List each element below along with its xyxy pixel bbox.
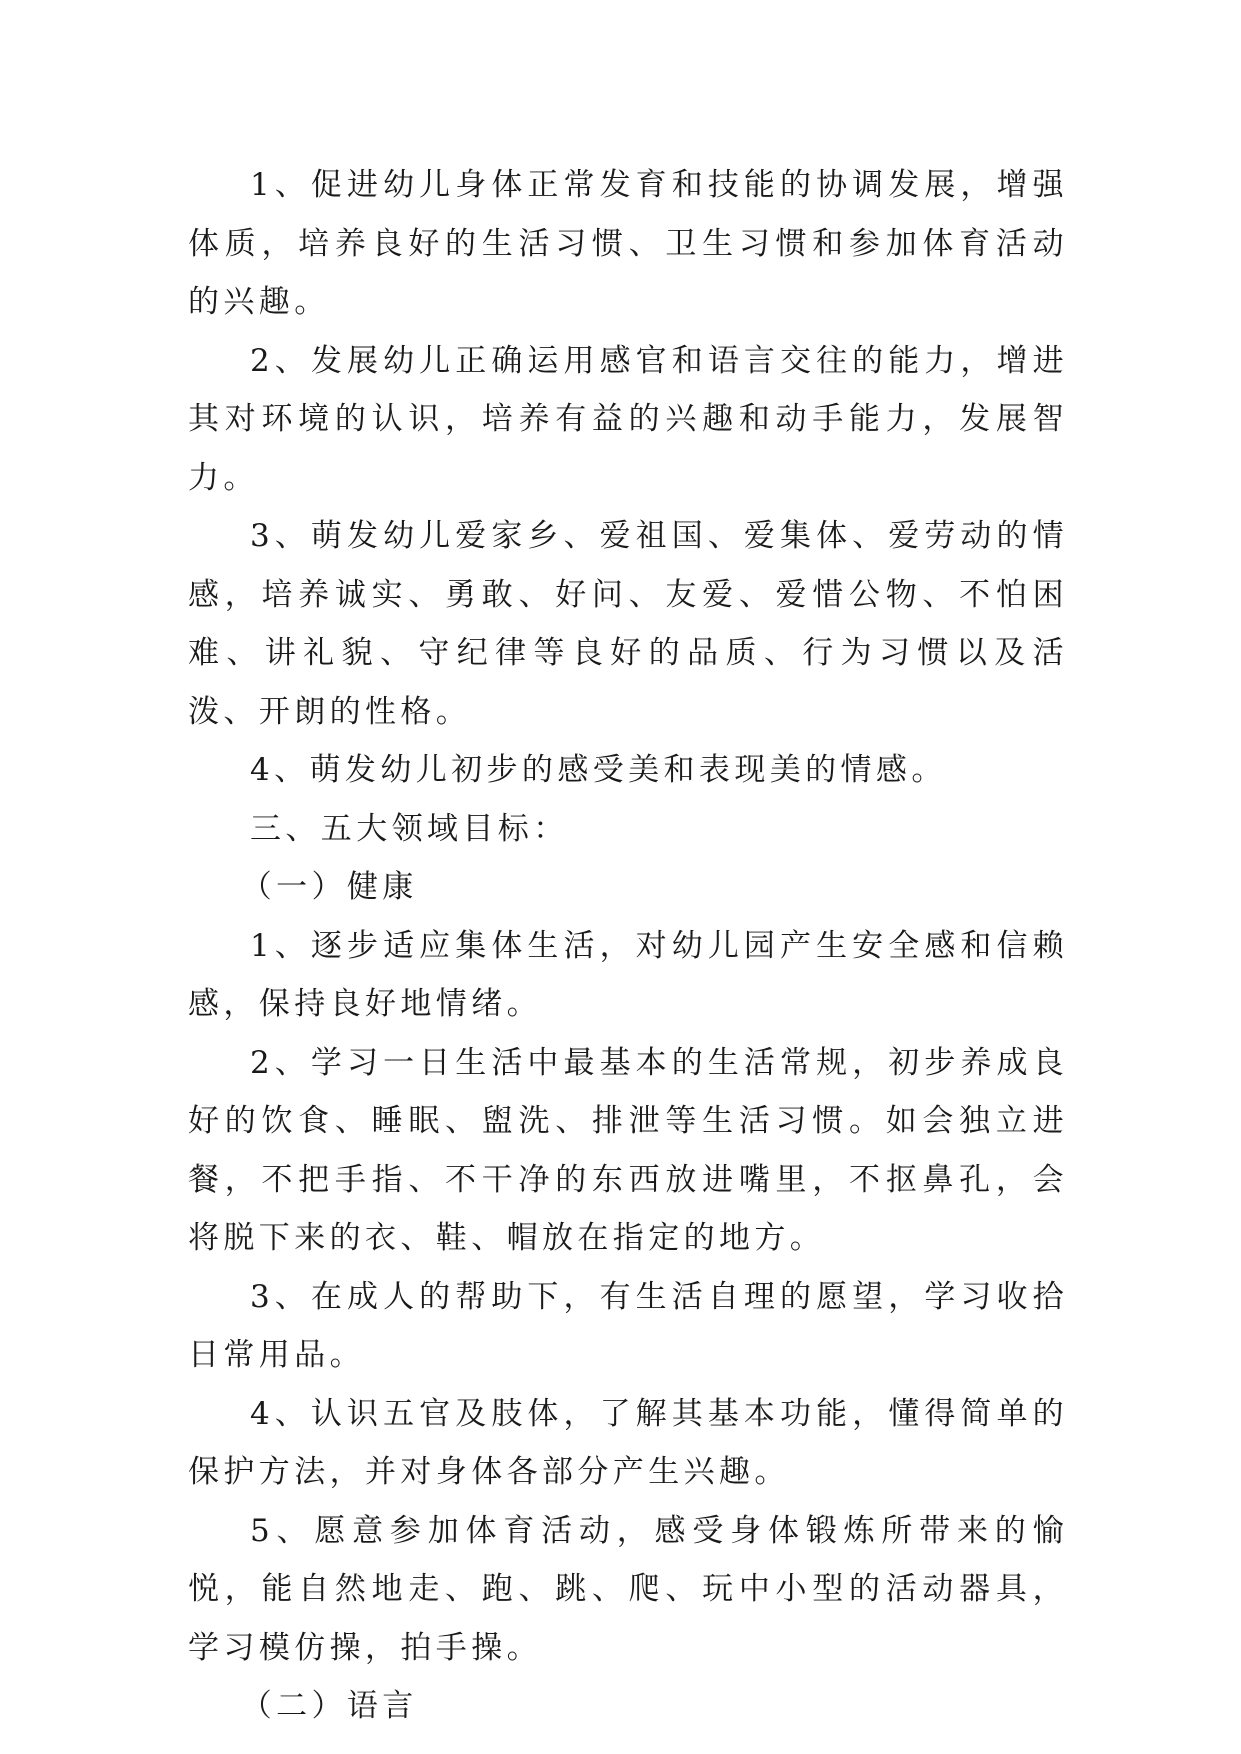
paragraph-health-2: 2、学习一日生活中最基本的生活常规，初步养成良好的饮食、睡眠、盥洗、排泄等生活习惯。如会独立进餐，不把手指、不干净的东西放进嘴里，不抠鼻孔，会将脱下来的衣、鞋、帽放在指定的地方。 bbox=[188, 1044, 1068, 1256]
paragraph-health-4: 4、认识五官及肢体，了解其基本功能，懂得简单的保护方法，并对身体各部分产生兴趣。 bbox=[188, 1395, 1068, 1490]
paragraph-health-3: 3、在成人的帮助下，有生活自理的愿望，学习收拾日常用品。 bbox=[188, 1278, 1068, 1373]
paragraph-goal-1: 1、促进幼儿身体正常发育和技能的协调发展，增强体质，培养良好的生活习惯、卫生习惯和参加体育活动的兴趣。 bbox=[188, 167, 1068, 320]
paragraph-health-1: 1、逐步适应集体生活，对幼儿园产生安全感和信赖感，保持良好地情绪。 bbox=[188, 927, 1068, 1022]
section-heading-five-domains: 三、五大领域目标： bbox=[250, 810, 569, 847]
subheading-language: （二）语言 bbox=[240, 1688, 418, 1724]
paragraph-health-5: 5、愿意参加体育活动，感受身体锻炼所带来的愉悦，能自然地走、跑、跳、爬、玩中小型的活动器具，学习模仿操，拍手操。 bbox=[188, 1512, 1068, 1666]
paragraph-goal-2: 2、发展幼儿正确运用感官和语言交往的能力，增进其对环境的认识，培养有益的兴趣和动手能力，发展智力。 bbox=[188, 342, 1068, 496]
subheading-health: （一）健康 bbox=[240, 869, 418, 905]
document-body bbox=[188, 156, 1068, 1736]
paragraph-goal-3: 3、萌发幼儿爱家乡、爱祖国、爱集体、爱劳动的情感，培养诚实、勇敢、好问、友爱、爱惜公物、不怕困难、讲礼貌、守纪律等良好的品质、行为习惯以及活泼、开朗的性格。 bbox=[188, 518, 1068, 730]
paragraph-goal-4: 4、萌发幼儿初步的感受美和表现美的情感。 bbox=[250, 752, 947, 788]
